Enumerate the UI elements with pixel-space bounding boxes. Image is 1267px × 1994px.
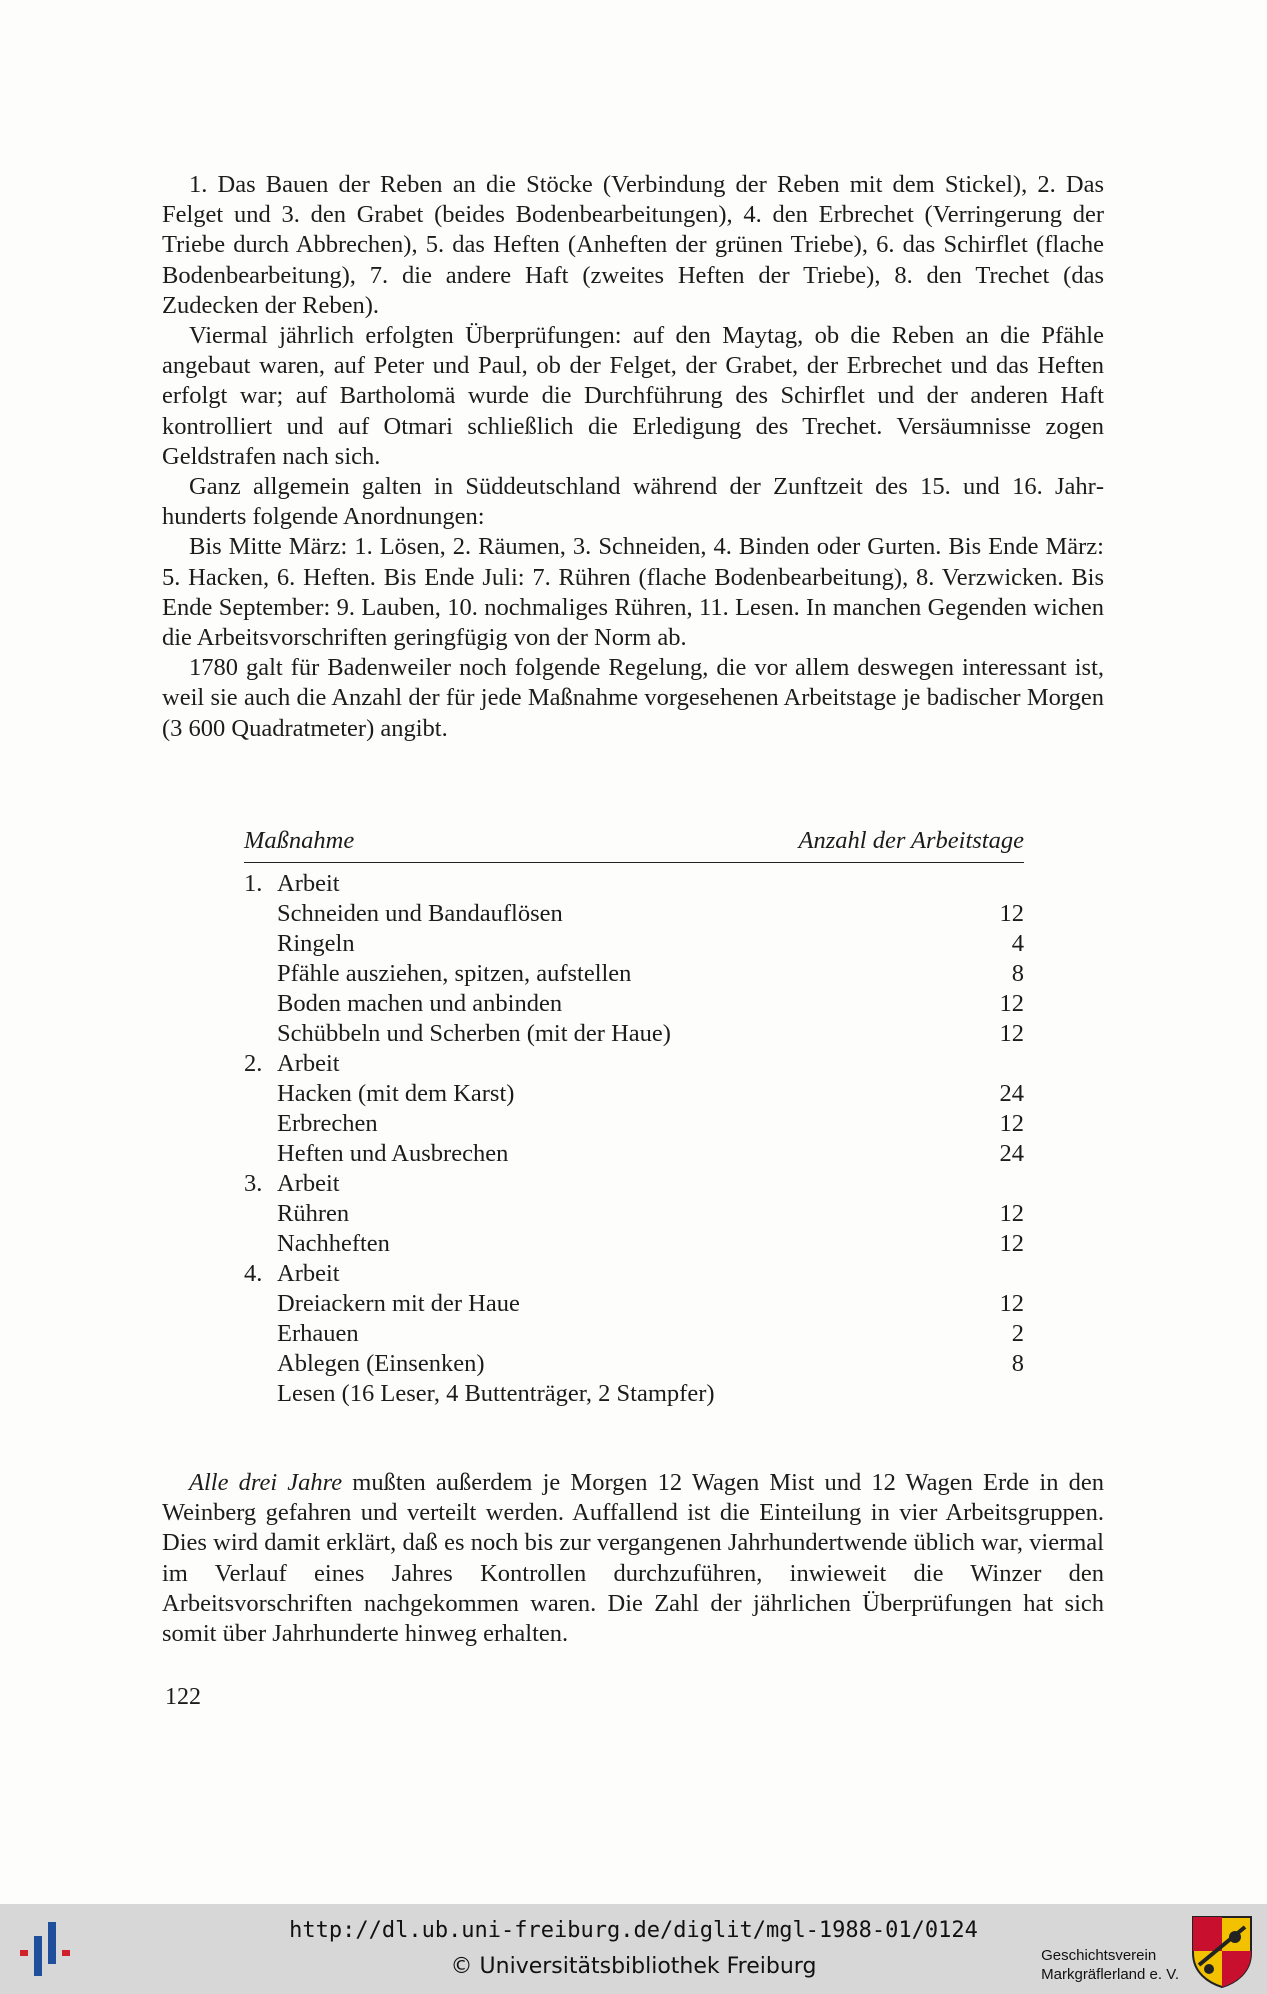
task-days: 24 bbox=[999, 1080, 1024, 1107]
paragraph: 1780 galt für Badenweiler noch folgende Regelung, die vor allem deswegen interessant ist, weil sie auch die Anzahl der für jede Maßnahme vorgesehenen Arbeitstage je badischer Morgen (3 600 Quadratmeter) angibt. bbox=[162, 654, 1104, 742]
task-days: 12 bbox=[999, 1290, 1024, 1317]
group-number: 1. bbox=[244, 870, 263, 897]
table-row bbox=[244, 1319, 1024, 1349]
table-row bbox=[244, 989, 1024, 1019]
paragraph: Viermal jährlich erfolgten Überprüfungen: auf den Maytag, ob die Reben an die Pfähle angebaut waren, auf Peter und Paul, ob der Felget, der Grabet, der Erbrechet und das Heften erfolgt war; auf Bartholomä wurde die Durchführung des Schirflet und der anderen Haft kontrolliert und auf Otmari schließlich die Erledigung des Trechet. Versäumnisse zogen Geldstrafen nach sich. bbox=[162, 322, 1104, 470]
group-heading bbox=[244, 1169, 1024, 1199]
italic-lead: Alle drei Jahre bbox=[189, 1469, 343, 1496]
footer-copyright: © Universitätsbibliothek Freiburg bbox=[450, 1954, 817, 1979]
table-row bbox=[244, 899, 1024, 929]
task-days: 2 bbox=[1011, 1320, 1024, 1347]
footer-url[interactable]: http://dl.ub.uni-freiburg.de/diglit/mgl-1988-01/0124 bbox=[289, 1918, 978, 1943]
task-name: Ringeln bbox=[277, 930, 355, 957]
closing-rest: mußten außerdem je Morgen 12 Wagen Mist und 12 Wagen Erde in den Weinberg gefahren und verteilt werden. Auffallend ist die Einteilung in vier Arbeitsgruppen. Dies wird damit erklärt, daß es noch bis zur vergangenen Jahrhundertwende üblich war, viermal im Verlauf eines Jahres Kontrollen durchzuführen, inwieweit die Winzer den Arbeitsvorschriften nachgekommen waren. Die Zahl der jährlichen Überprüfungen hat sich somit über Jahrhunderte hinweg erhalten. bbox=[162, 1469, 1104, 1648]
task-days: 12 bbox=[999, 1020, 1024, 1047]
group-number: 3. bbox=[244, 1170, 263, 1197]
body-text bbox=[162, 170, 1104, 744]
task-days bbox=[984, 1379, 1024, 1409]
task-days: 12 bbox=[999, 1200, 1024, 1227]
table-row bbox=[244, 1109, 1024, 1139]
header-measure: Maßnahme bbox=[244, 827, 355, 854]
task-days: 8 bbox=[1011, 1350, 1024, 1377]
table-row bbox=[244, 929, 1024, 959]
group-heading bbox=[244, 869, 1024, 899]
paragraph: Bis Mitte März: 1. Lösen, 2. Räumen, 3. Schneiden, 4. Binden oder Gurten. Bis Ende März: 5. Hacken, 6. Heften. Bis Ende Juli: 7. Rühren (flache Bodenbearbeitung), 8. Verzwicken. Bis Ende September: 9. Lauben, 10. nochmaliges Rühren, 11. Lesen. In manchen Gegenden wichen die Arbeitsvorschriften geringfügig von der Norm ab. bbox=[162, 533, 1104, 652]
table-header bbox=[244, 826, 1024, 863]
table-row bbox=[244, 1199, 1024, 1229]
table-row bbox=[244, 1229, 1024, 1259]
society-line: Geschichtsverein bbox=[1041, 1947, 1157, 1964]
table-row bbox=[244, 1379, 1024, 1409]
work-days-table bbox=[244, 826, 1024, 1409]
table-row bbox=[244, 1349, 1024, 1379]
task-name: Nachheften bbox=[277, 1230, 390, 1257]
task-days: 24 bbox=[999, 1140, 1024, 1167]
header-days: Anzahl der Arbeitstage bbox=[798, 827, 1024, 854]
group-label: Arbeit bbox=[277, 1260, 340, 1287]
table-row bbox=[244, 1289, 1024, 1319]
task-name: Dreiackern mit der Haue bbox=[277, 1290, 520, 1317]
table-row bbox=[244, 1079, 1024, 1109]
task-days: 12 bbox=[999, 1110, 1024, 1137]
group-number: 2. bbox=[244, 1050, 263, 1077]
group-label: Arbeit bbox=[277, 1050, 340, 1077]
task-name: Hacken (mit dem Karst) bbox=[277, 1080, 515, 1107]
group-label: Arbeit bbox=[277, 1170, 340, 1197]
paragraph: Ganz allgemein galten in Süddeutschland während der Zunftzeit des 15. und 16. Jahrhunderts folgende Anordnungen: bbox=[162, 473, 1104, 531]
coat-of-arms-icon bbox=[1189, 1913, 1255, 1989]
task-days: 12 bbox=[999, 990, 1024, 1017]
group-label: Arbeit bbox=[277, 870, 340, 897]
closing-text bbox=[162, 1468, 1104, 1649]
task-name: Schübbeln und Scherben (mit der Haue) bbox=[277, 1020, 671, 1047]
paragraph bbox=[162, 1468, 1104, 1649]
group-heading bbox=[244, 1049, 1024, 1079]
task-name: Boden machen und anbinden bbox=[277, 990, 563, 1017]
table-row bbox=[244, 1139, 1024, 1169]
task-days: 8 bbox=[1011, 960, 1024, 987]
task-name: Heften und Ausbrechen bbox=[277, 1140, 509, 1167]
task-name: Erhauen bbox=[277, 1320, 359, 1347]
task-name: Ablegen (Einsenken) bbox=[277, 1350, 485, 1377]
society-name bbox=[1041, 1946, 1179, 1984]
footer-bar bbox=[0, 1904, 1267, 1994]
page-number: 122 bbox=[165, 1684, 201, 1710]
table-row bbox=[244, 1019, 1024, 1049]
paragraph: 1. Das Bauen der Reben an die Stöcke (Verbindung der Reben mit dem Stickel), 2. Das Felget und 3. den Grabet (beides Bodenbearbeitungen), 4. den Erbrechet (Verringerung der Triebe durch Abbrechen), 5. das Heften (Anheften der grünen Triebe), 6. das Schirflet (flache Bodenbearbeitung), 7. die andere Haft (zweites Heften der Triebe), 8. den Trechet (das Zudecken der Reben). bbox=[162, 171, 1104, 319]
group-number: 4. bbox=[244, 1260, 263, 1287]
task-name: Lesen (16 Leser, 4 Buttenträger, 2 Stampfer) bbox=[277, 1380, 715, 1407]
table-row bbox=[244, 959, 1024, 989]
task-name: Schneiden und Bandauflösen bbox=[277, 900, 563, 927]
society-line: Markgräflerland e. V. bbox=[1041, 1966, 1179, 1983]
task-name: Erbrechen bbox=[277, 1110, 378, 1137]
task-days: 12 bbox=[999, 1230, 1024, 1257]
task-name: Pfähle ausziehen, spitzen, aufstellen bbox=[277, 960, 632, 987]
group-heading bbox=[244, 1259, 1024, 1289]
task-name: Rühren bbox=[277, 1200, 350, 1227]
task-days: 4 bbox=[1011, 930, 1024, 957]
task-days: 12 bbox=[999, 900, 1024, 927]
